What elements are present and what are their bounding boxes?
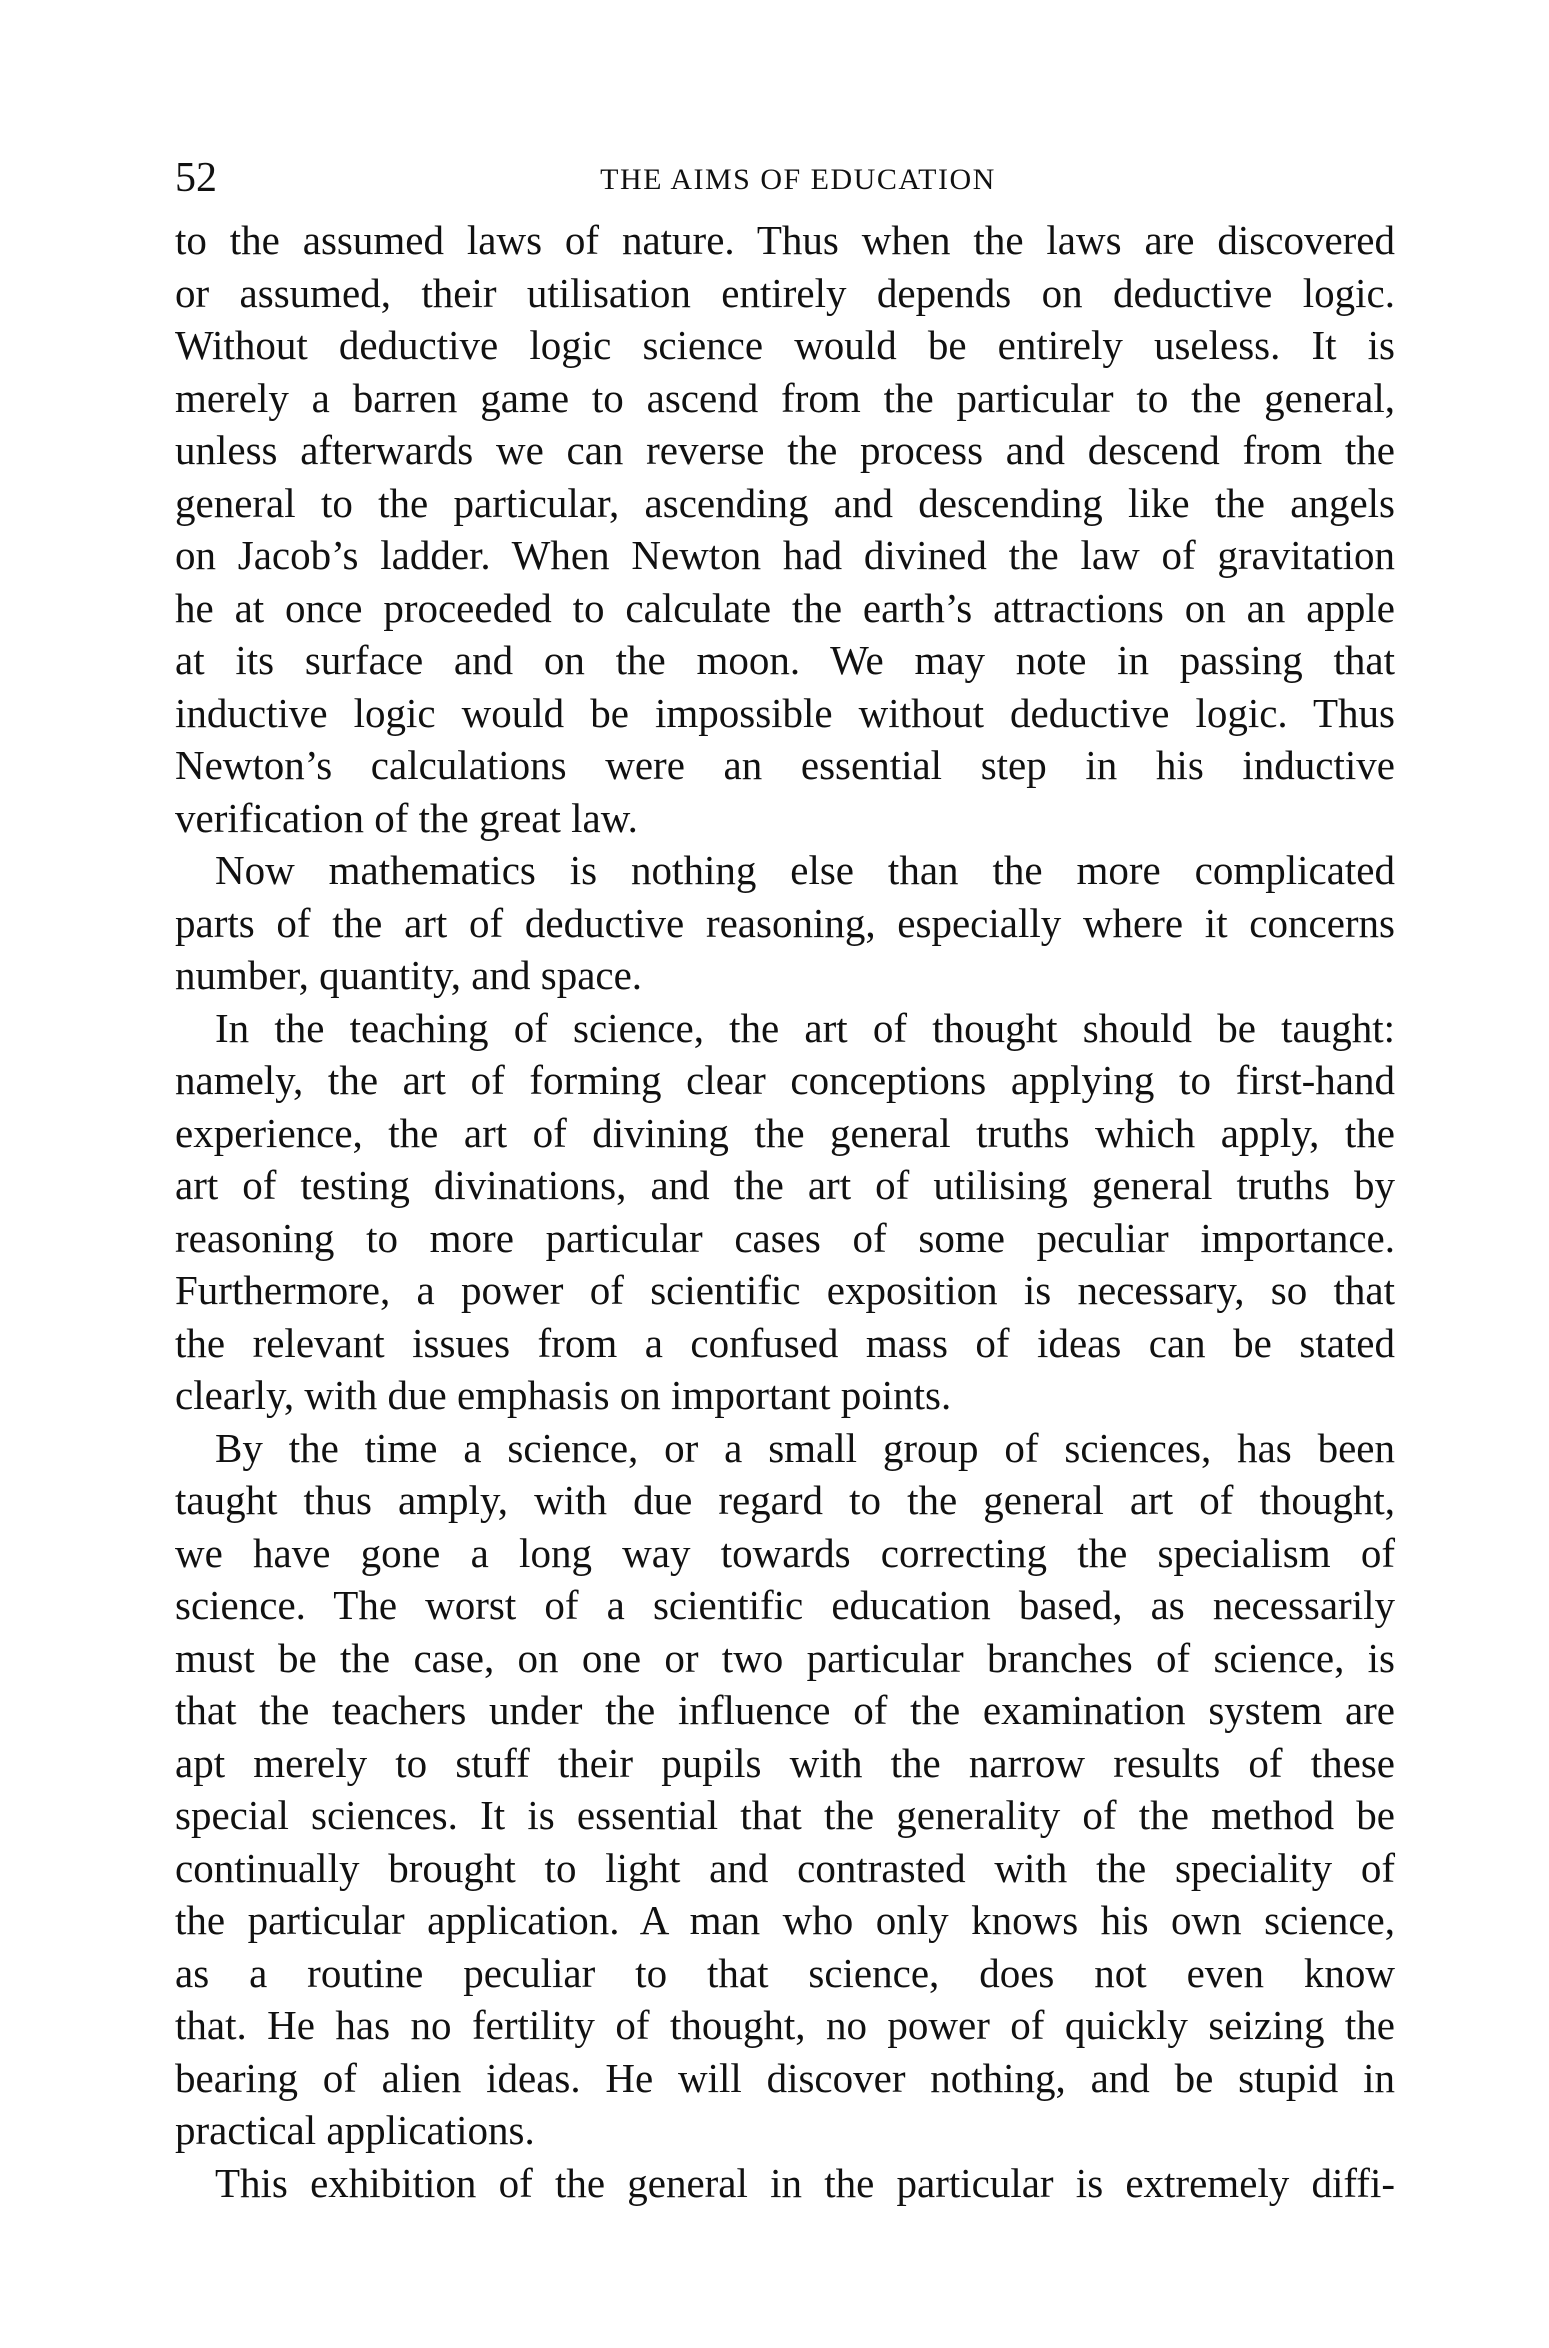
text-line: verification of the great law. [175, 794, 638, 841]
text-line: as a routine peculiar to that science, does not even know [175, 1949, 1395, 1996]
text-line: on Jacob’s ladder. When Newton had divined the law of gravitation [175, 532, 1395, 578]
running-title: THE AIMS OF EDUCATION [600, 163, 996, 196]
text-line: number, quantity, and space. [175, 952, 643, 998]
text-line: Furthermore, a power of scientific exposition is necessary, so that [175, 1267, 1395, 1313]
text-line: at its surface and on the moon. We may note in passing that [175, 637, 1395, 683]
body-text [175, 214, 1395, 2209]
text-line: Newton’s calculations were an essential step in his inductive [175, 742, 1395, 788]
text-line: namely, the art of forming clear conceptions applying to first-hand [175, 1057, 1395, 1103]
text-line: the particular application. A man who only knows his own science, [175, 1897, 1395, 1943]
text-line: art of testing divinations, and the art of utilising general truths by [175, 1162, 1395, 1208]
running-head [175, 152, 1395, 212]
text-line: must be the case, on one or two particular branches of science, is [175, 1634, 1395, 1681]
text-line: continually brought to light and contrasted with the speciality of [175, 1844, 1395, 1891]
text-line: special sciences. It is essential that the generality of the method be [175, 1792, 1395, 1838]
text-line: he at once proceeded to calculate the earth’s attractions on an apple [175, 584, 1395, 631]
text-line: inductive logic would be impossible without deductive logic. Thus [175, 689, 1395, 736]
text-line: merely a barren game to ascend from the particular to the general, [175, 374, 1395, 421]
text-line: that. He has no fertility of thought, no power of quickly seizing the [175, 2002, 1395, 2048]
text-line: the relevant issues from a confused mass of ideas can be stated [175, 1319, 1395, 1366]
text-line: Now mathematics is nothing else than the more complicated [215, 847, 1395, 893]
text-line: parts of the art of deductive reasoning, especially where it concerns [175, 899, 1395, 946]
text-line: general to the particular, ascending and descending like the angels [175, 479, 1395, 526]
text-line: clearly, with due emphasis on important points. [175, 1372, 952, 1418]
page-number: 52 [175, 155, 217, 201]
text-line: In the teaching of science, the art of thought should be taught: [215, 1004, 1395, 1051]
text-line: unless afterwards we can reverse the process and descend from the [175, 427, 1395, 473]
text-line: to the assumed laws of nature. Thus when the laws are discovered [175, 217, 1395, 263]
text-line: apt merely to stuff their pupils with the narrow results of these [175, 1739, 1395, 1786]
text-line: science. The worst of a scientific education based, as necessarily [175, 1582, 1395, 1628]
text-line: experience, the art of divining the general truths which apply, the [175, 1109, 1395, 1156]
text-line: taught thus amply, with due regard to the general art of thought, [175, 1477, 1395, 1523]
text-line: Without deductive logic science would be entirely useless. It is [175, 322, 1395, 368]
text-line: reasoning to more particular cases of some peculiar importance. [175, 1214, 1395, 1261]
text-line: we have gone a long way towards correcting the specialism of [175, 1529, 1395, 1576]
text-line: or assumed, their utilisation entirely depends on deductive logic. [175, 269, 1395, 316]
text-line: bearing of alien ideas. He will discover nothing, and be stupid in [175, 2054, 1395, 2101]
text-line: This exhibition of the general in the particular is extremely diffi- [215, 2159, 1395, 2206]
text-line: that the teachers under the influence of the examination system are [175, 1687, 1395, 1733]
text-line: practical applications. [175, 2107, 535, 2153]
text-line: By the time a science, or a small group of sciences, has been [215, 1424, 1395, 1471]
